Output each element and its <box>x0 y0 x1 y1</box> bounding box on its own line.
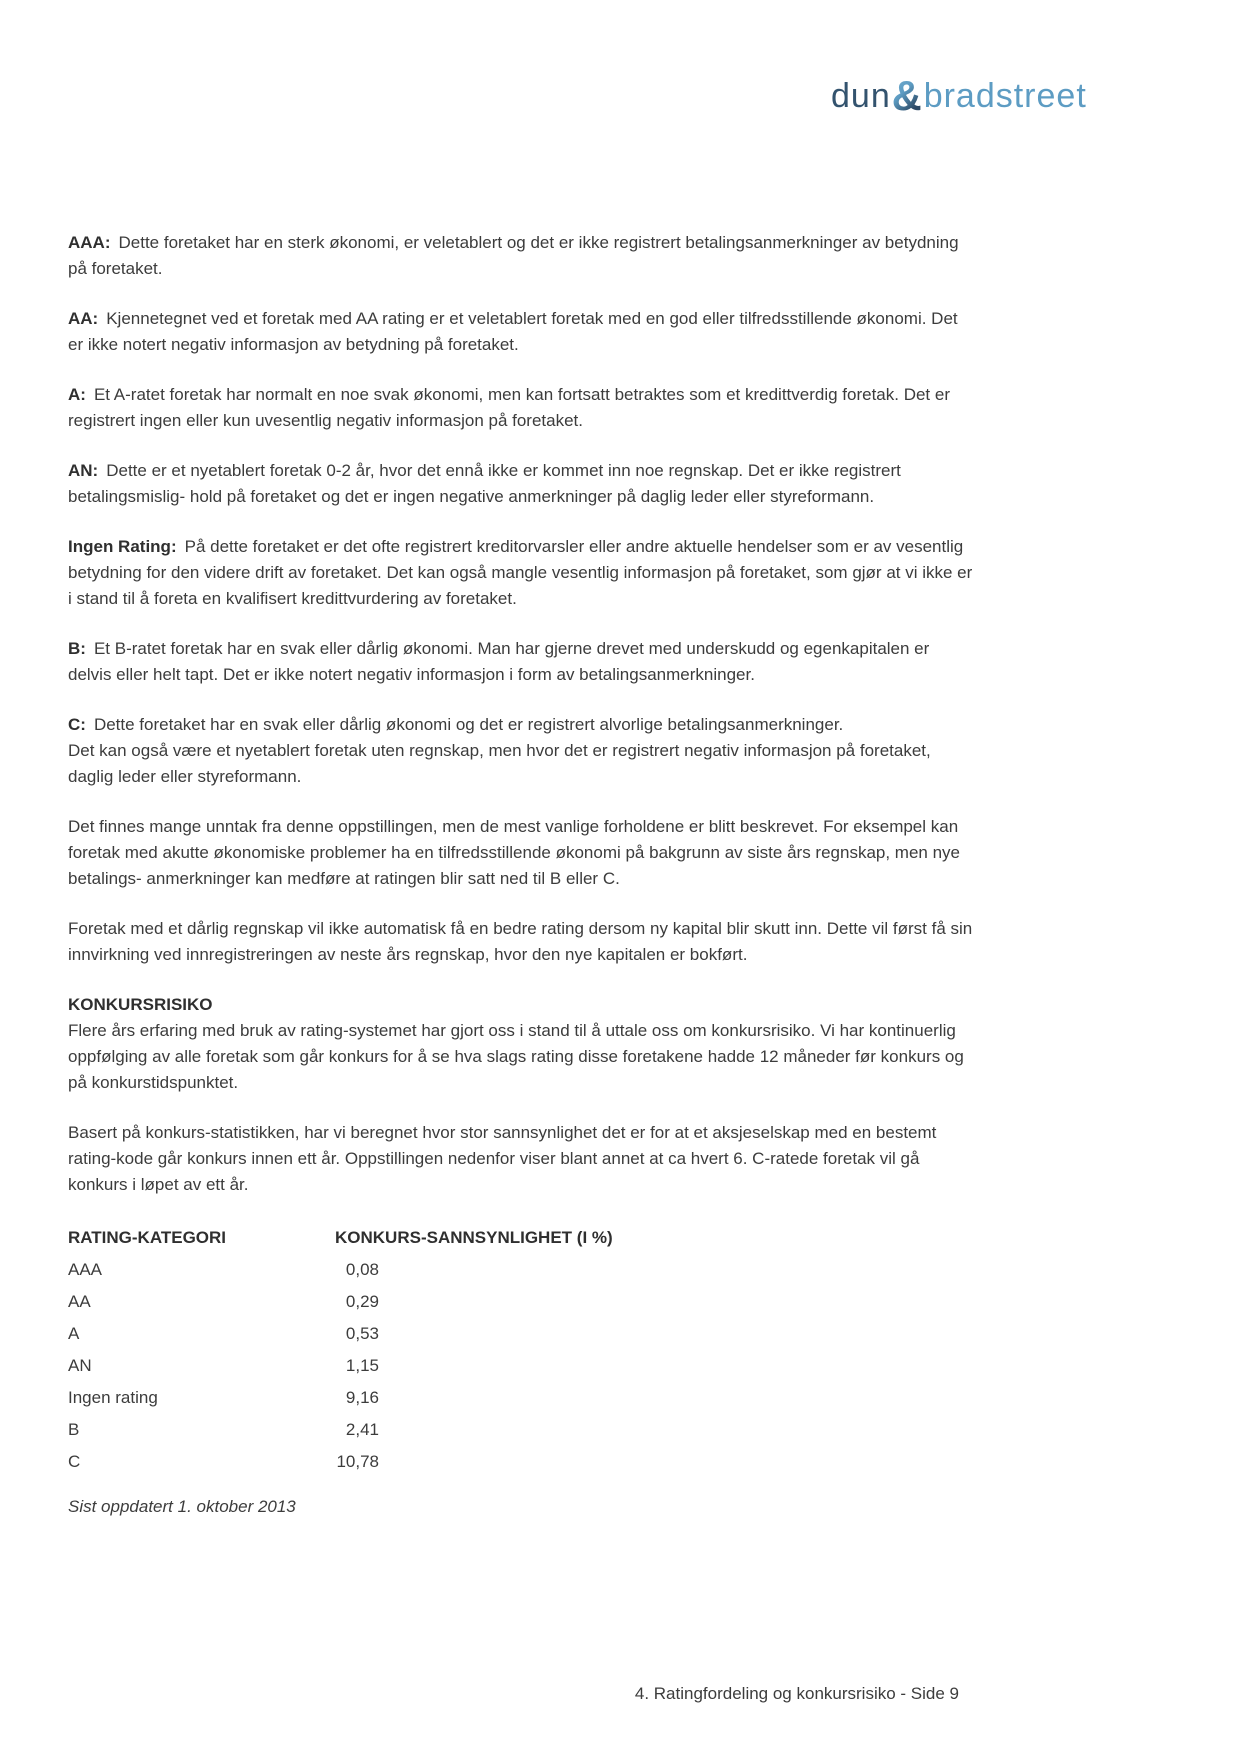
rating-text-c-line2: Det kan også være et nyetablert foretak uten regnskap, men hvor det er registrert negativ informasjon på foretaket, daglig leder eller styreformann. <box>68 741 931 786</box>
rating-label-aa: AA: <box>68 309 99 328</box>
probability-value: 1,15 <box>345 1356 379 1375</box>
rating-text-aaa: Dette foretaket har en sterk økonomi, er veletablert og det er ikke registrert betalingsanmerkninger av betydning på foretaket. <box>68 233 959 278</box>
paragraph-rating-aa <box>68 306 973 358</box>
column-header-konkurs-sannsynlighet: KONKURS-SANNSYNLIGHET (I %) <box>335 1228 613 1247</box>
table-row <box>68 1254 973 1286</box>
paragraph-rating-ingen <box>68 534 973 612</box>
table-row <box>68 1446 973 1478</box>
paragraph-konkursrisiko-2: Basert på konkurs-statistikken, har vi beregnet hvor stor sannsynlighet det er for at et aksjeselskap med en bestemt rating-kode går konkurs innen ett år. Oppstillingen nedenfor viser blant annet at ca hvert 6. C-ratede foretak vil gå konkurs i løpet av ett år. <box>68 1123 937 1194</box>
column-header-rating-kategori: RATING-KATEGORI <box>68 1228 227 1247</box>
rating-category: C <box>68 1452 81 1471</box>
paragraph-exceptions: Det finnes mange unntak fra denne oppstillingen, men de mest vanlige forholdene er blitt beskrevet. For eksempel kan foretak med akutte økonomiske problemer ha en tilfredsstillende økonomi på bakgrunn av siste års regnskap, men nye betalings- anmerkninger kan medføre at ratingen blir satt ned til B eller C. <box>68 817 961 888</box>
rating-text-c: Dette foretaket har en svak eller dårlig økonomi og det er registrert alvorlige betalingsanmerkninger. <box>93 715 844 734</box>
probability-value: 9,16 <box>345 1388 379 1407</box>
paragraph-capital: Foretak med et dårlig regnskap vil ikke automatisk få en bedre rating dersom ny kapital blir skutt inn. Dette vil først få sin innvirkning ved innregistreringen av neste års regnskap, hvor den nye kapitalen er bokført. <box>68 919 973 964</box>
dun-bradstreet-logo <box>831 72 1087 119</box>
paragraph-rating-a <box>68 382 973 434</box>
rating-label-c: C: <box>68 715 86 734</box>
rating-category: AA <box>68 1292 91 1311</box>
logo-text-dun: dun <box>831 77 891 115</box>
logo-ampersand-icon: & <box>891 72 923 119</box>
paragraph-konkursrisiko-1: Flere års erfaring med bruk av rating-systemet har gjort oss i stand til å uttale oss om konkursrisiko. Vi har kontinuerlig oppfølging av alle foretak som går konkurs for å se hva slags rating disse foretakene hadde 12 måneder før konkurs og på konkurstidspunktet. <box>68 1021 964 1092</box>
rating-probability-table <box>68 1222 973 1478</box>
logo-text-bradstreet: bradstreet <box>923 77 1087 115</box>
table-row <box>68 1350 973 1382</box>
probability-value: 10,78 <box>336 1452 379 1471</box>
rating-category: B <box>68 1420 80 1439</box>
rating-category: A <box>68 1324 80 1343</box>
rating-label-ingen: Ingen Rating: <box>68 537 177 556</box>
rating-text-b: Et B-ratet foretak har en svak eller dårlig økonomi. Man har gjerne drevet med underskudd og egenkapitalen er delvis eller helt tapt. Det er ikke notert negativ informasjon i form av betalingsanmerkninger. <box>68 639 930 684</box>
paragraph-rating-b <box>68 636 973 688</box>
probability-value: 0,29 <box>345 1292 379 1311</box>
rating-text-a: Et A-ratet foretak har normalt en noe svak økonomi, men kan fortsatt betraktes som et kredittverdig foretak. Det er registrert ingen eller kun uvesentlig negativ informasjon på foretaket. <box>68 385 950 430</box>
rating-label-b: B: <box>68 639 86 658</box>
rating-category: AN <box>68 1356 92 1375</box>
probability-value: 0,53 <box>345 1324 379 1343</box>
last-updated-note: Sist oppdatert 1. oktober 2013 <box>68 1497 296 1516</box>
paragraph-rating-c <box>68 712 973 790</box>
konkursrisiko-heading: KONKURSRISIKO <box>68 995 213 1014</box>
rating-label-an: AN: <box>68 461 99 480</box>
rating-text-an: Dette er et nyetablert foretak 0-2 år, hvor det ennå ikke er kommet inn noe regnskap. Det er ikke registrert betalingsmislig- hold på foretaket og det er ingen negative anmerkninger på daglig leder eller styreformann. <box>68 461 901 506</box>
rating-label-a: A: <box>68 385 86 404</box>
page-footer: 4. Ratingfordeling og konkursrisiko - Side 9 <box>634 1684 959 1703</box>
paragraph-rating-an <box>68 458 973 510</box>
rating-label-aaa: AAA: <box>68 233 111 252</box>
rating-category: Ingen rating <box>68 1388 158 1407</box>
probability-value: 0,08 <box>345 1260 379 1279</box>
table-row <box>68 1382 973 1414</box>
page-content <box>68 230 973 1537</box>
rating-text-aa: Kjennetegnet ved et foretak med AA rating er et veletablert foretak med en god eller tilfredsstillende økonomi. Det er ikke notert negativ informasjon av betydning på foretaket. <box>68 309 958 354</box>
table-row <box>68 1286 973 1318</box>
table-header-row <box>68 1222 973 1254</box>
paragraph-rating-aaa <box>68 230 973 282</box>
probability-value: 2,41 <box>345 1420 379 1439</box>
rating-text-ingen: På dette foretaket er det ofte registrert kreditorvarsler eller andre aktuelle hendelser som er av vesentlig betydning for den videre drift av foretaket. Det kan også mangle vesentlig informasjon på foretaket, som gjør at vi ikke er i stand til å foreta en kvalifisert kredittvurdering av foretaket. <box>68 537 973 608</box>
rating-category: AAA <box>68 1260 103 1279</box>
table-row <box>68 1414 973 1446</box>
table-row <box>68 1318 973 1350</box>
